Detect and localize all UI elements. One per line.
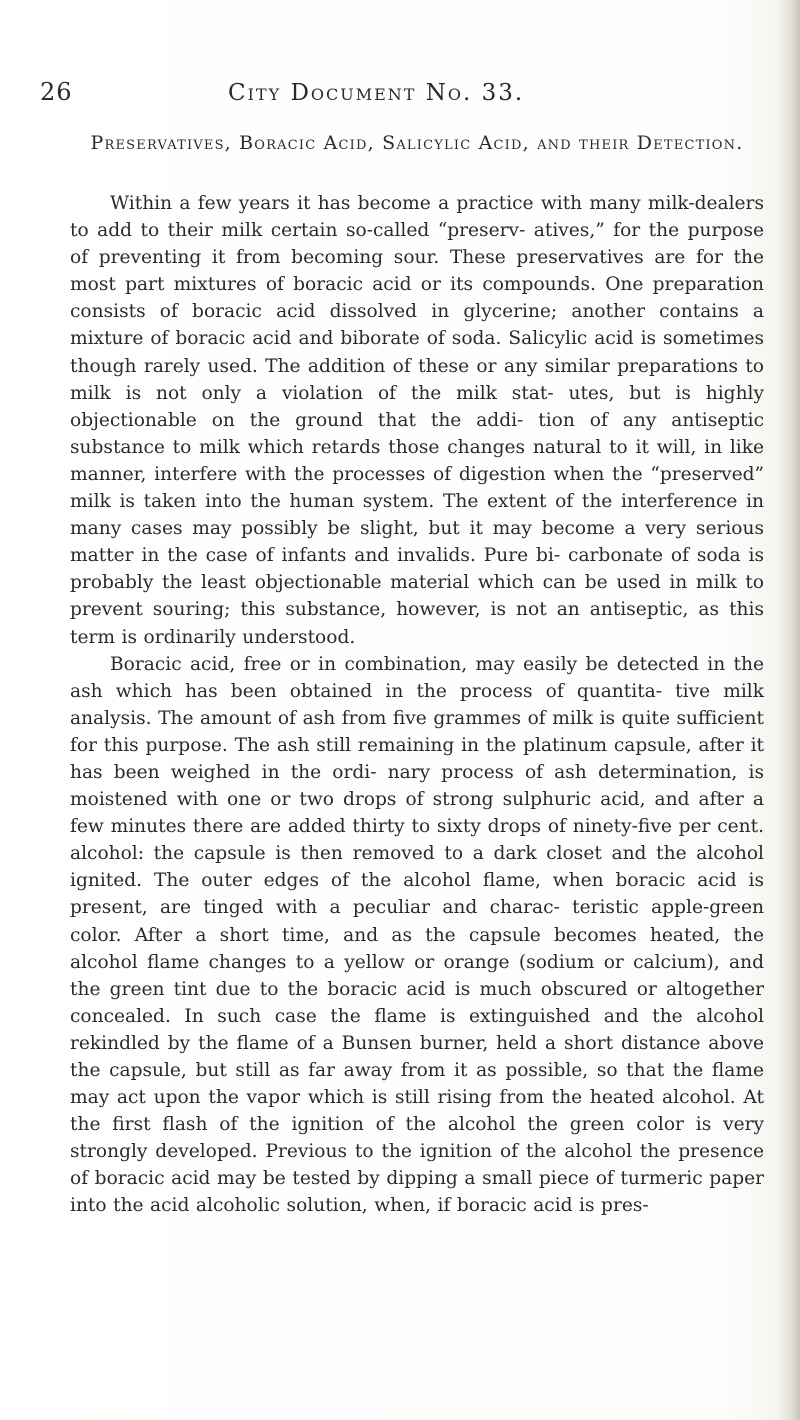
page-edge-shadow bbox=[778, 0, 800, 1420]
body-text bbox=[70, 190, 764, 1220]
paragraph-boracic-detection: Boracic acid, free or in combination, may easily be detected in the ash which has been obtained in the process of quantita- tive milk analysis. The amount of ash from five grammes of milk is quite sufficient for this purpose. The ash still remaining in the platinum capsule, after it has been weighed in the ordi- nary process of ash determination, is moistened with one or two drops of strong sulphuric acid, and after a few minutes there are added thirty to sixty drops of ninety-five per cent. alcohol: the capsule is then removed to a dark closet and the alcohol ignited. The outer edges of the alcohol flame, when boracic acid is present, are tinged with a peculiar and charac- teristic apple-green color. After a short time, and as the capsule becomes heated, the alcohol flame changes to a yellow or orange (sodium or calcium), and the green tint due to the boracic acid is much obscured or altogether concealed. In such case the flame is extinguished and the alcohol rekindled by the flame of a Bunsen burner, held a short distance above the capsule, but still as far away from it as possible, so that the flame may act upon the vapor which is still rising from the heated alcohol. At the first flash of the ignition of the alcohol the green color is very strongly developed. Previous to the ignition of the alcohol the presence of boracic acid may be tested by dipping a small piece of turmeric paper into the acid alcoholic solution, when, if boracic acid is pres- bbox=[70, 653, 764, 1217]
section-title: Preservatives, Boracic Acid, Salicylic Acid, and their Detection. bbox=[90, 132, 744, 154]
running-head: City Document No. 33. bbox=[228, 80, 525, 106]
paragraph-preservatives: Within a few years it has become a practice with many milk-dealers to add to their milk certain so-called “preserv- atives,” for the purpose of preventing it from becoming sour. These preservatives are for the most part mixtures of boracic acid or its compounds. One preparation consists of boracic acid dissolved in glycerine; another contains a mixture of boracic acid and biborate of soda. Salicylic acid is sometimes though rarely used. The addition of these or any similar preparations to milk is not only a violation of the milk stat- utes, but is highly objectionable on the ground that the addi- tion of any antiseptic substance to milk which retards those changes natural to it will, in like manner, interfere with the processes of digestion when the “preserved” milk is taken into the human system. The extent of the interference in many cases may possibly be slight, but it may become a very serious matter in the case of infants and invalids. Pure bi- carbonate of soda is probably the least objectionable material which can be used in milk to prevent souring; this substance, however, is not an antiseptic, as this term is ordinarily understood. bbox=[70, 193, 764, 648]
page-number: 26 bbox=[40, 78, 73, 106]
